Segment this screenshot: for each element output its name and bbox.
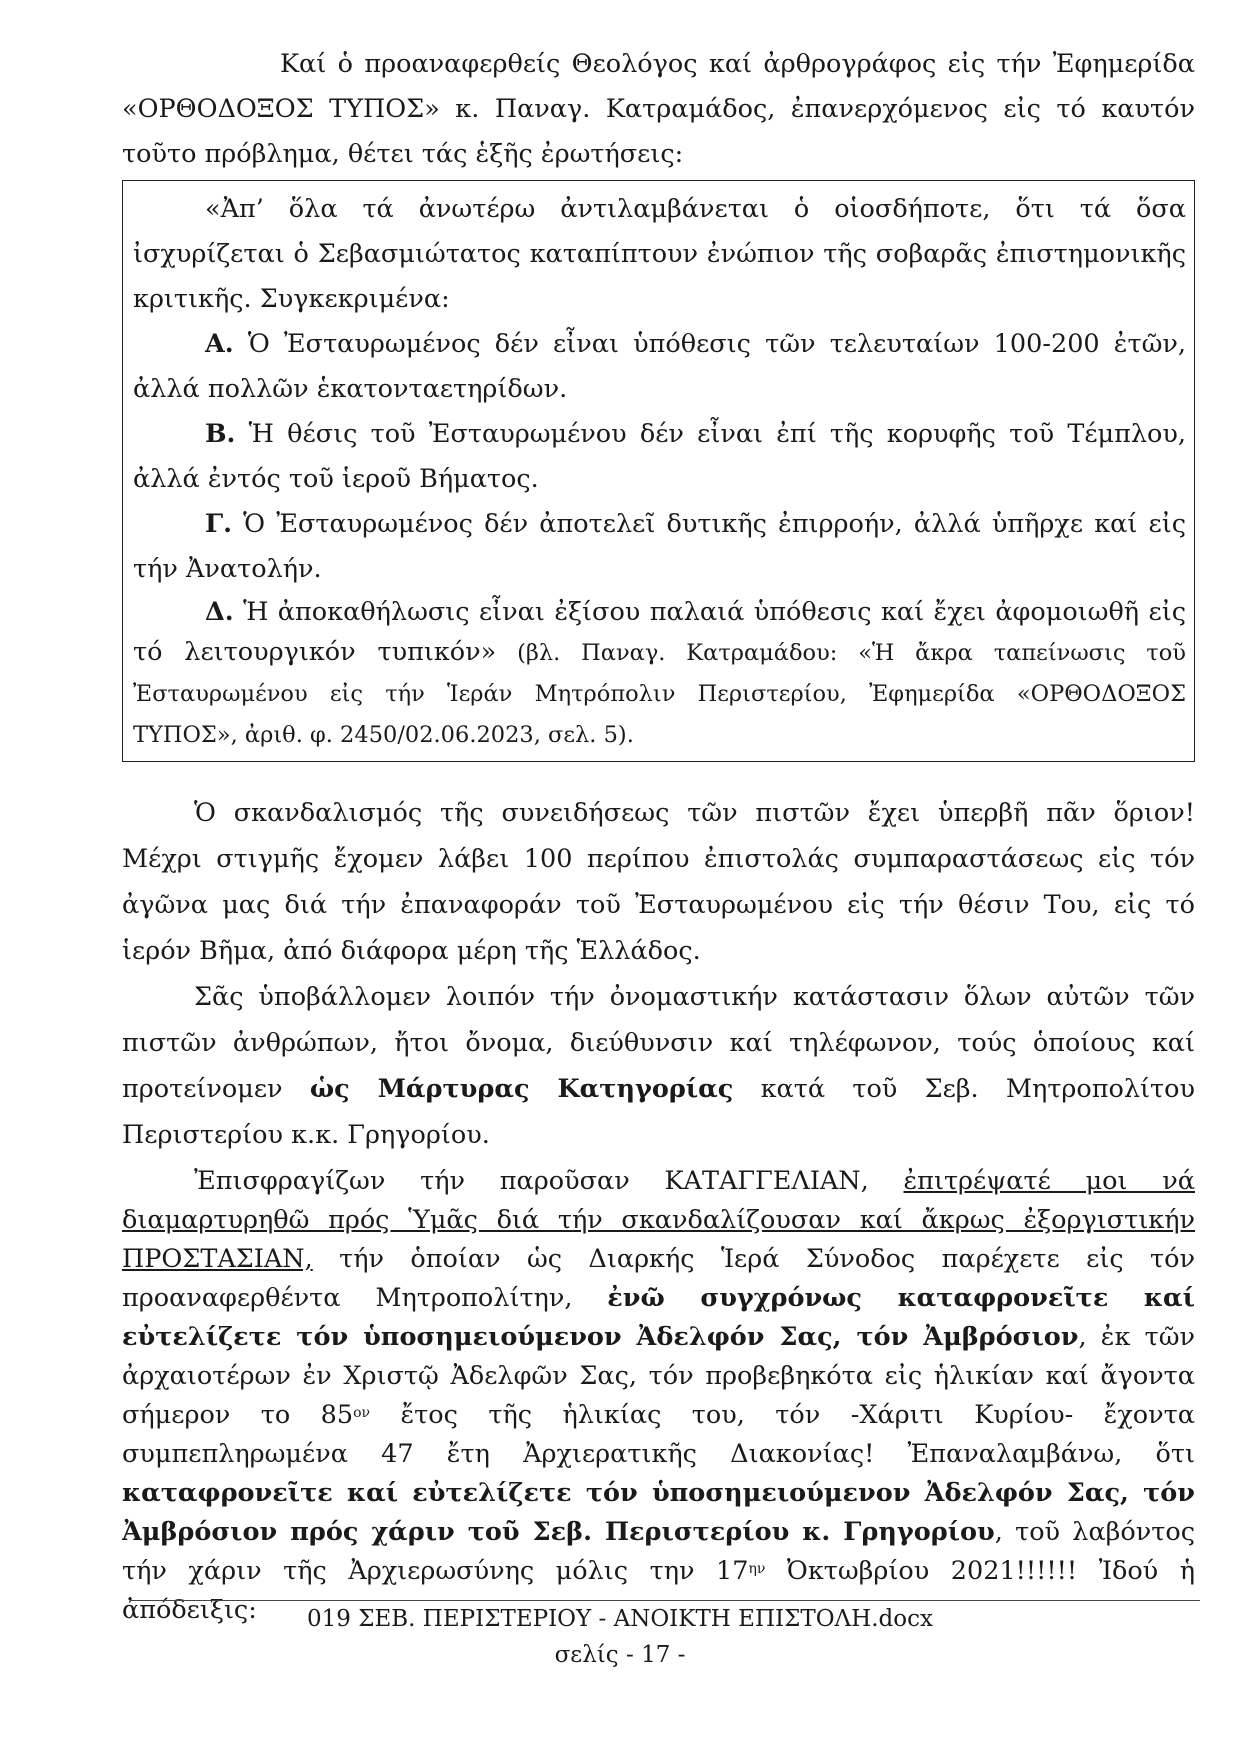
item-a-label: Α. — [205, 329, 234, 359]
para4-underlined: ἐπιτρέψατέ μοι νά διαμαρτυρηθῶ πρός Ὑμᾶς διά τήν σκανδαλίζουσαν καί ἄκρως ἐξοργιστικήν ΠΡΟΣΤΑΣΙΑΝ, — [122, 1166, 1195, 1274]
para4-text-6: Ὀκτωβρίου 2021!!!!!! Ἰδού ἡ ἀπόδειξις: — [122, 1556, 1196, 1625]
citation: (βλ. Παναγ. Κατραμάδου: «Ἡ ἄκρα ταπείνωσις τοῦ Ἐσταυρωμένου εἰς τήν Ἱεράν Μητρόπολιν Περιστερίου, Ἐφημερίδα «ΟΡΘΟΔΟΞΟΣ ΤΥΠΟΣ», ἀριθ. φ. 2450/02.06.2023, σελ. 5). — [133, 640, 1186, 748]
paragraph-2: Ὁ σκανδαλισμός τῆς συνειδήσεως τῶν πιστῶν ἔχει ὑπερβῆ πᾶν ὅριον! Μέχρι στιγμῆς ἔχομεν λάβει 100 περίπου ἐπιστολάς συμπαραστάσεως εἰς τόν ἀγῶνα μας διά τήν ἐπαναφοράν τοῦ Ἐσταυρωμένου εἰς τήν θέσιν Του, εἰς τό ἱερόν Βῆμα, ἀπό διάφορα μέρη τῆς Ἑλλάδος. — [122, 798, 1195, 966]
paragraph-3 — [122, 974, 1195, 1158]
quote-item-a — [133, 322, 1186, 412]
item-b-label: Β. — [205, 419, 236, 449]
quote-item-d — [133, 592, 1186, 755]
para3-bold: ὡς Μάρτυρας Κατηγορίας — [309, 1074, 734, 1104]
para3-text-2: κατά τοῦ Σεβ. Μητροπολίτου Περιστερίου κ.κ. Γρηγορίου. — [122, 1074, 1196, 1150]
para4-text-3: , ἐκ τῶν ἀρχαιοτέρων ἐν Χριστῷ Ἀδελφῶν Σας, τόν προβεβηκότα εἰς ἡλικίαν καί ἄγοντα σήμερον το 85 — [122, 1322, 1195, 1430]
footer-filename: 019 ΣΕΒ. ΠΕΡΙΣΤΕΡΙΟΥ - ΑΝΟΙΚΤΗ ΕΠΙΣΤΟΛΗ.docx — [307, 1606, 933, 1632]
item-g-text: Ὁ Ἐσταυρωμένος δέν ἀποτελεῖ δυτικῆς ἐπιρροήν, ἀλλά ὑπῆρχε καί εἰς τήν Ἀνατολήν. — [133, 509, 1186, 584]
body-text — [122, 42, 1195, 1630]
footer-page-number: σελίς - 17 - — [554, 1642, 686, 1668]
para4-bold-2: καταφρονεῖτε καί εὐτελίζετε τόν ὑποσημειούμενον Ἀδελφόν Σας, τόν Ἀμβρόσιον πρός χάριν τοῦ Σεβ. Περιστερίου κ. Γρηγορίου — [122, 1478, 1195, 1547]
intro-paragraph: Καί ὁ προαναφερθείς Θεολόγος καί ἀρθρογράφος εἰς τήν Ἐφημερίδα «ΟΡΘΟΔΟΞΟΣ ΤΥΠΟΣ» κ. Παναγ. Κατραμάδος, ἐπανερχόμενος εἰς τό καυτόν τοῦτο πρόβλημα, θέτει τάς ἑξῆς ἐρωτήσεις: — [122, 49, 1195, 169]
para4-superscript-1: ον — [353, 1405, 371, 1421]
item-a-text: Ὁ Ἐσταυρωμένος δέν εἶναι ὑπόθεσις τῶν τελευταίων 100-200 ἐτῶν, ἀλλά πολλῶν ἑκατονταετηρίδων. — [133, 329, 1186, 404]
quote-paragraph-1: «Ἀπ’ ὅλα τά ἀνωτέρω ἀντιλαμβάνεται ὁ οἱοσδήποτε, ὅτι τά ὅσα ἰσχυρίζεται ὁ Σεβασμιώτατος καταπίπτουν ἐνώπιον τῆς σοβαρᾶς ἐπιστημονικῆς κριτικῆς. Συγκεκριμένα: — [133, 194, 1186, 314]
paragraph-4 — [122, 1162, 1195, 1630]
item-g-label: Γ. — [205, 509, 232, 539]
quote-box — [122, 180, 1195, 762]
quote-item-g — [133, 502, 1186, 592]
item-b-text: Ἡ θέσις τοῦ Ἐσταυρωμένου δέν εἶναι ἐπί τῆς κορυφῆς τοῦ Τέμπλου, ἀλλά ἐντός τοῦ ἱεροῦ Βήματος. — [133, 419, 1186, 494]
para3-text-1: Σᾶς ὑποβάλλομεν λοιπόν τήν ὀνομαστικήν κατάστασιν ὅλων αὐτῶν τῶν πιστῶν ἀνθρώπων, ἤτοι ὄνομα, διεύθυνσιν καί τηλέφωνον, τούς ὁποίους καί προτείνομεν — [122, 982, 1195, 1104]
item-d-text: Ἡ ἀποκαθήλωσις εἶναι ἐξίσου παλαιά ὑπόθεσις καί ἔχει ἀφομοιωθῆ εἰς τό λειτουργικόν τυπικόν» — [133, 597, 1186, 667]
para4-bold-1: ἐνῶ συγχρόνως καταφρονεῖτε καί εὐτελίζετε τόν ὑποσημειούμενον Ἀδελφόν Σας, τόν Ἀμβρόσιον — [122, 1283, 1196, 1352]
item-d-label: Δ. — [205, 597, 234, 627]
para4-text-1: Ἐπισφραγίζων τήν παροῦσαν ΚΑΤΑΓΓΕΛΙΑΝ, — [194, 1166, 904, 1196]
para4-text-4: ἔτος τῆς ἡλικίας του, τόν -Χάριτι Κυρίου- ἔχοντα συμπεπληρωμένα 47 ἔτη Ἀρχιερατικῆς Διακονίας! Ἐπαναλαμβάνω, ὅτι — [122, 1400, 1195, 1469]
para4-text-2: τήν ὁποίαν ὡς Διαρκής Ἱερά Σύνοδος παρέχετε εἰς τόν προαναφερθέντα Μητροπολίτην, — [122, 1244, 1195, 1313]
para4-superscript-2: ην — [748, 1561, 766, 1577]
para4-text-5: , τοῦ λαβόντος τήν χάριν τῆς Ἀρχιερωσύνης μόλις την 17 — [122, 1517, 1196, 1586]
footer-divider — [130, 1600, 1200, 1601]
quote-item-b — [133, 412, 1186, 502]
